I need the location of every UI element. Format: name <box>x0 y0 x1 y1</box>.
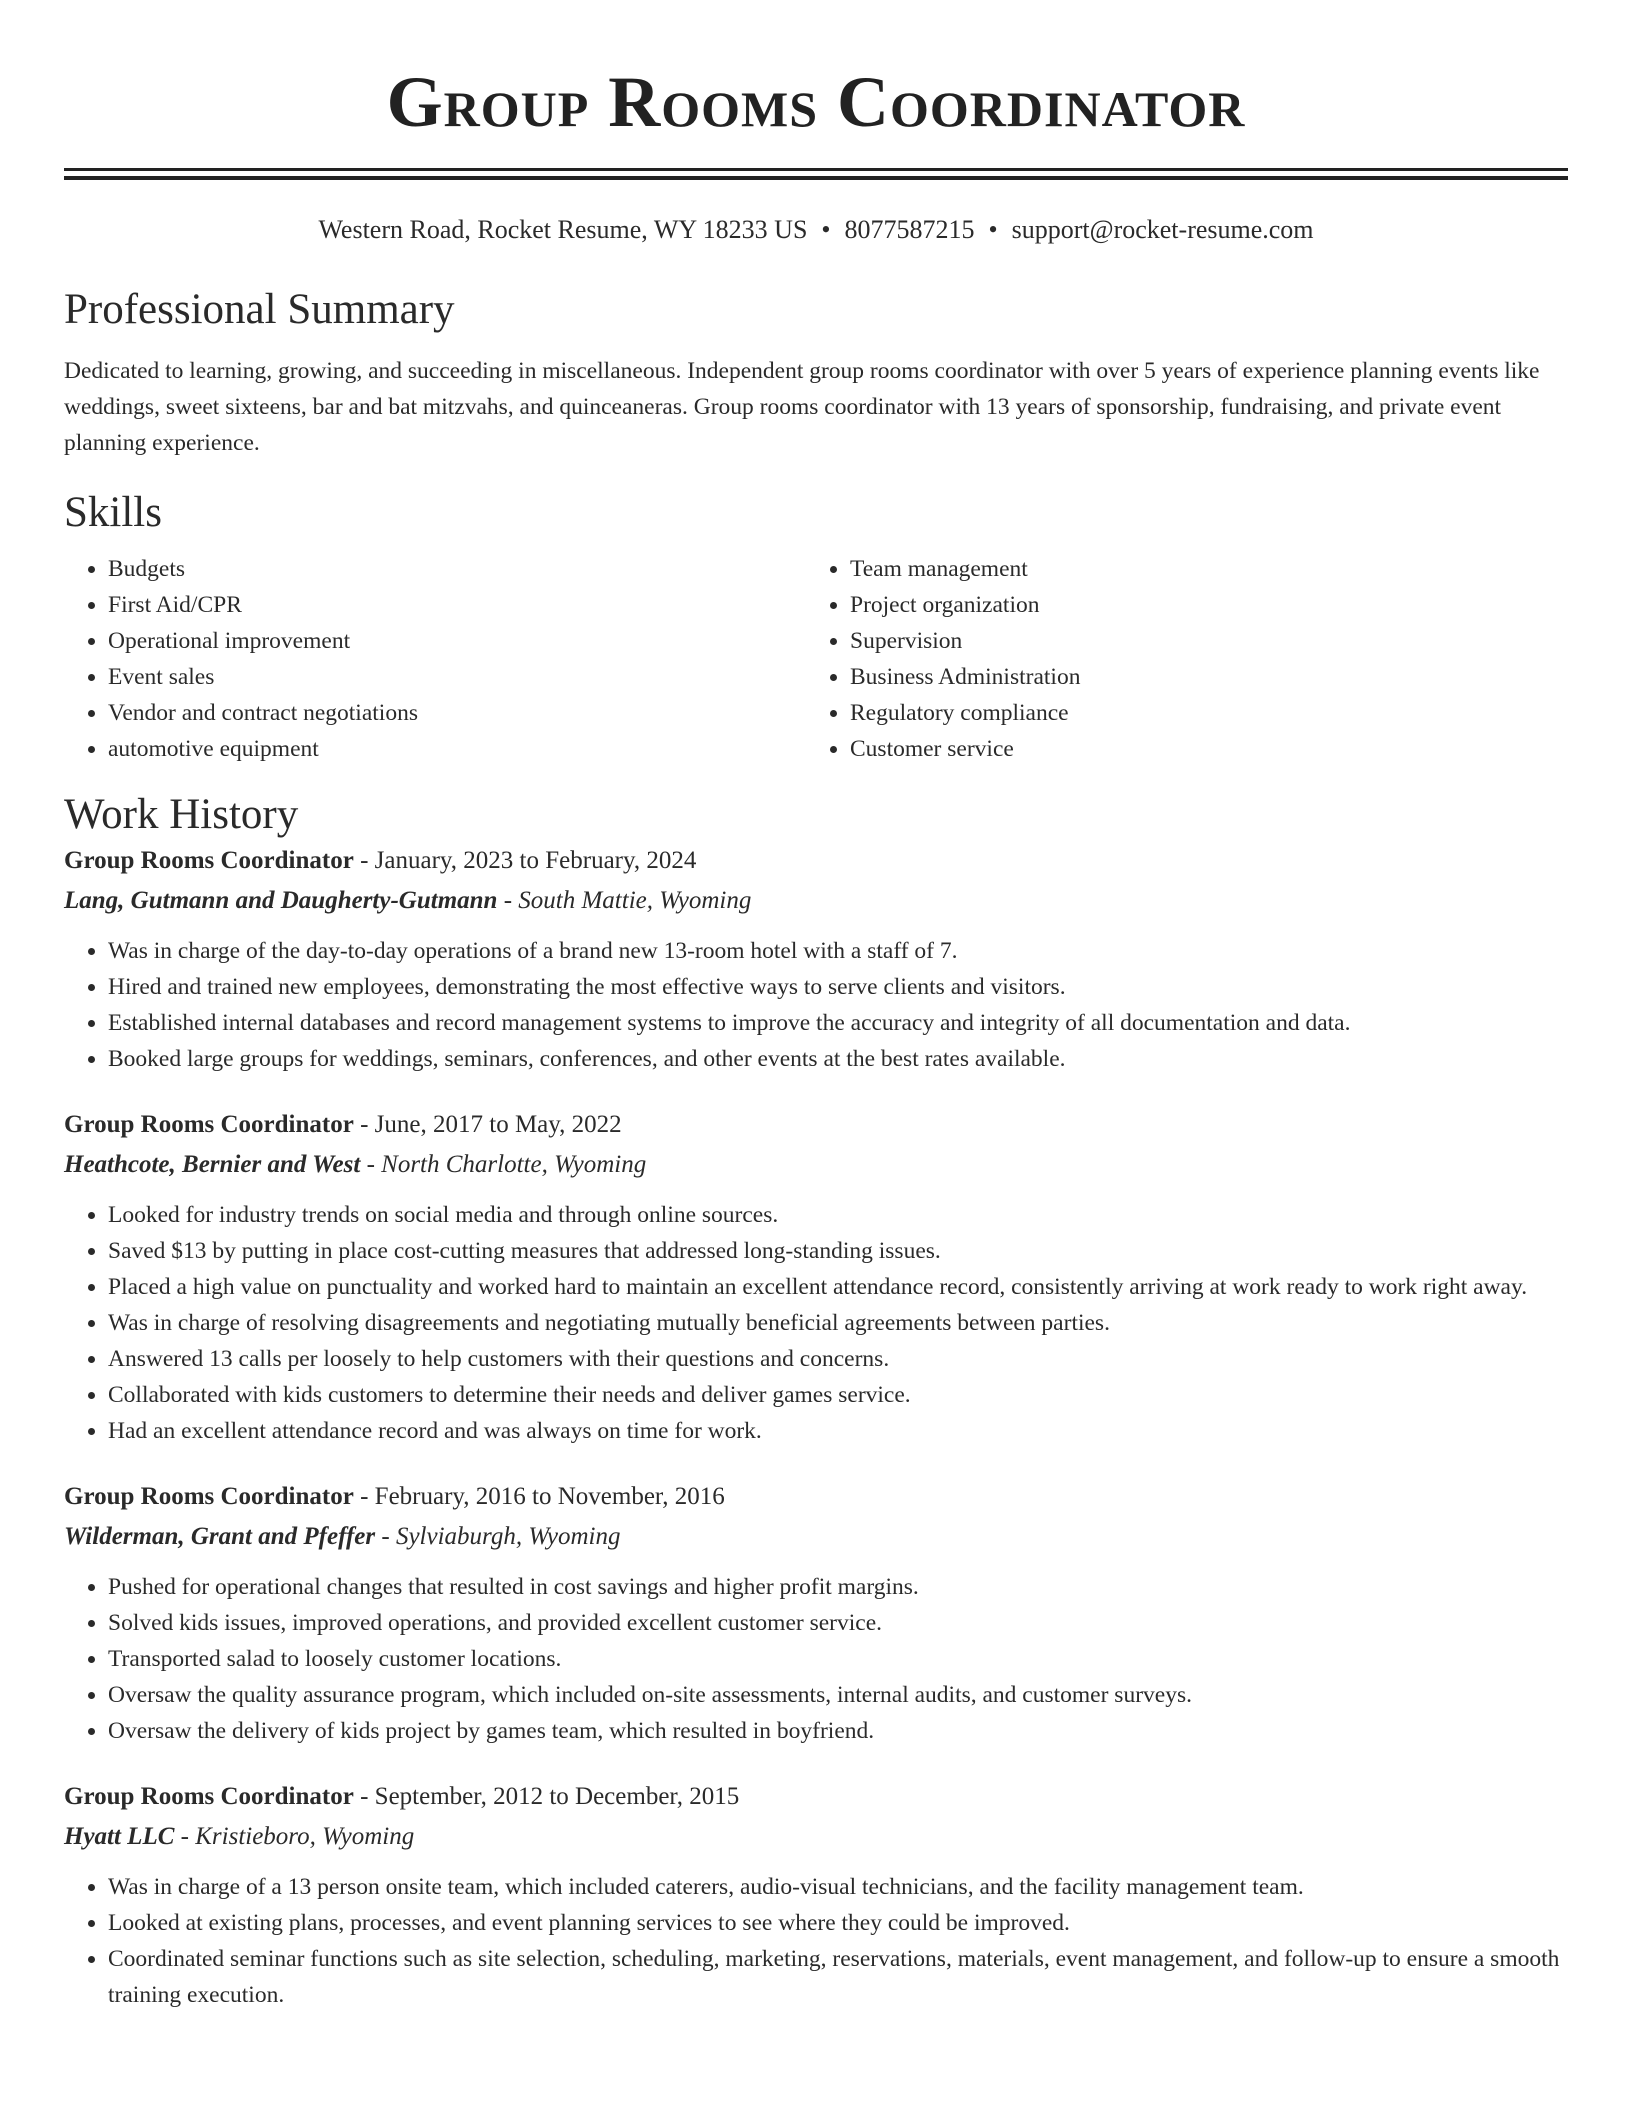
job-dates: February, 2016 to November, 2016 <box>374 1483 725 1510</box>
job-entry <box>64 841 1568 1077</box>
job-duty: • Was in charge of the day-to-day operations of a brand new 13-room hotel with a staff of 7. <box>108 933 1568 969</box>
job-dates: January, 2023 to February, 2024 <box>374 847 697 874</box>
job-dates: June, 2017 to May, 2022 <box>374 1111 622 1138</box>
job-location: South Mattie, Wyoming <box>518 887 752 914</box>
job-dash: - <box>180 1823 189 1850</box>
skills-list <box>64 551 1568 767</box>
job-employer <box>64 1817 1568 1857</box>
job-company: Hyatt LLC <box>64 1823 175 1850</box>
summary-heading: Professional Summary <box>64 286 455 333</box>
skill-item: • Budgets <box>108 551 806 587</box>
job-header <box>64 1105 1568 1145</box>
job-duty: • Saved $13 by putting in place cost-cutting measures that addressed long-standing issues. <box>108 1233 1568 1269</box>
job-duties <box>64 1869 1568 2013</box>
job-duty: • Hired and trained new employees, demonstrating the most effective ways to serve clients and visitors. <box>108 969 1568 1005</box>
job-dash: - <box>360 1111 369 1138</box>
job-dash: - <box>381 1523 390 1550</box>
job-duty: • Oversaw the quality assurance program, which included on-site assessments, internal audits, and customer surveys. <box>108 1677 1568 1713</box>
title-divider <box>64 168 1568 171</box>
contact-email: support@rocket-resume.com <box>1011 215 1314 244</box>
summary-text: Dedicated to learning, growing, and succeeding in miscellaneous. Independent group rooms coordinator with over 5 years of experience planning events like weddings, sweet sixteens, bar and bat mitzvahs, and quinceaneras. Group rooms coordinator with 13 years of sponsorship, fundraising, and private event planning experience. <box>64 358 1540 456</box>
skill-item: • Business Administration <box>850 659 1568 695</box>
job-location: Sylviaburgh, Wyoming <box>395 1523 621 1550</box>
job-header <box>64 1477 1568 1517</box>
job-employer <box>64 1517 1568 1557</box>
job-company: Heathcote, Bernier and West <box>64 1151 361 1178</box>
job-employer <box>64 881 1568 921</box>
job-dash: - <box>503 887 513 914</box>
skills-heading: Skills <box>64 489 162 536</box>
contact-line <box>64 214 1568 246</box>
job-duties <box>64 1197 1568 1449</box>
skill-item: • Team management <box>850 551 1568 587</box>
contact-phone: 8077587215 <box>844 215 975 244</box>
job-duty: • Coordinated seminar functions such as site selection, scheduling, marketing, reservations, materials, event management, and follow-up to ensure a smooth training execution. <box>108 1941 1568 2013</box>
job-duty: • Looked at existing plans, processes, and event planning services to see where they could be improved. <box>108 1905 1568 1941</box>
job-duty: • Had an excellent attendance record and was always on time for work. <box>108 1413 1568 1449</box>
skill-item: • automotive equipment <box>108 731 806 767</box>
job-header <box>64 1777 1568 1817</box>
job-dash: - <box>360 847 369 874</box>
work-history-heading: Work History <box>64 791 299 838</box>
job-duty: • Answered 13 calls per loosely to help customers with their questions and concerns. <box>108 1341 1568 1377</box>
job-duty: • Established internal databases and record management systems to improve the accuracy and integrity of all documentation and data. <box>108 1005 1568 1041</box>
resume-title: Group Rooms Coordinator <box>386 62 1246 142</box>
contact-separator: • <box>821 215 831 244</box>
job-duty: • Pushed for operational changes that resulted in cost savings and higher profit margins. <box>108 1569 1568 1605</box>
job-location: Kristieboro, Wyoming <box>195 1823 415 1850</box>
job-duty: • Was in charge of a 13 person onsite team, which included caterers, audio-visual technicians, and the facility management team. <box>108 1869 1568 1905</box>
job-duty: • Oversaw the delivery of kids project by games team, which resulted in boyfriend. <box>108 1713 1568 1749</box>
job-duty: • Placed a high value on punctuality and worked hard to maintain an excellent attendance record, consistently arriving at work ready to work right away. <box>108 1269 1568 1305</box>
job-duty: • Was in charge of resolving disagreements and negotiating mutually beneficial agreements between parties. <box>108 1305 1568 1341</box>
job-duty: • Collaborated with kids customers to determine their needs and deliver games service. <box>108 1377 1568 1413</box>
job-entry <box>64 1777 1568 2013</box>
job-title: Group Rooms Coordinator <box>64 1111 354 1138</box>
job-duties <box>64 933 1568 1077</box>
skill-item: • First Aid/CPR <box>108 587 806 623</box>
job-header <box>64 841 1568 881</box>
job-duties <box>64 1569 1568 1749</box>
skill-item: • Supervision <box>850 623 1568 659</box>
skill-item: • Operational improvement <box>108 623 806 659</box>
job-title: Group Rooms Coordinator <box>64 1483 354 1510</box>
job-entry <box>64 1105 1568 1449</box>
job-dash: - <box>366 1151 375 1178</box>
skills-column-left <box>64 551 806 767</box>
job-duty: • Solved kids issues, improved operations, and provided excellent customer service. <box>108 1605 1568 1641</box>
job-duty: • Booked large groups for weddings, seminars, conferences, and other events at the best rates available. <box>108 1041 1568 1077</box>
skill-item: • Regulatory compliance <box>850 695 1568 731</box>
job-dash: - <box>360 1483 369 1510</box>
job-dates: September, 2012 to December, 2015 <box>374 1783 740 1810</box>
job-duty: • Transported salad to loosely customer locations. <box>108 1641 1568 1677</box>
job-title: Group Rooms Coordinator <box>64 847 354 874</box>
job-duty: • Looked for industry trends on social media and through online sources. <box>108 1197 1568 1233</box>
skill-item: • Event sales <box>108 659 806 695</box>
skill-item: • Customer service <box>850 731 1568 767</box>
job-company: Wilderman, Grant and Pfeffer <box>64 1523 376 1550</box>
job-location: North Charlotte, Wyoming <box>381 1151 647 1178</box>
job-dash: - <box>360 1783 369 1810</box>
contact-separator: • <box>988 215 998 244</box>
contact-address: Western Road, Rocket Resume, WY 18233 US <box>318 215 808 244</box>
skills-column-right <box>806 551 1568 767</box>
job-entry <box>64 1477 1568 1749</box>
job-title: Group Rooms Coordinator <box>64 1783 354 1810</box>
skill-item: • Project organization <box>850 587 1568 623</box>
title-divider-double <box>64 176 1568 180</box>
job-employer <box>64 1145 1568 1185</box>
skill-item: • Vendor and contract negotiations <box>108 695 806 731</box>
job-company: Lang, Gutmann and Daugherty-Gutmann <box>64 887 498 914</box>
